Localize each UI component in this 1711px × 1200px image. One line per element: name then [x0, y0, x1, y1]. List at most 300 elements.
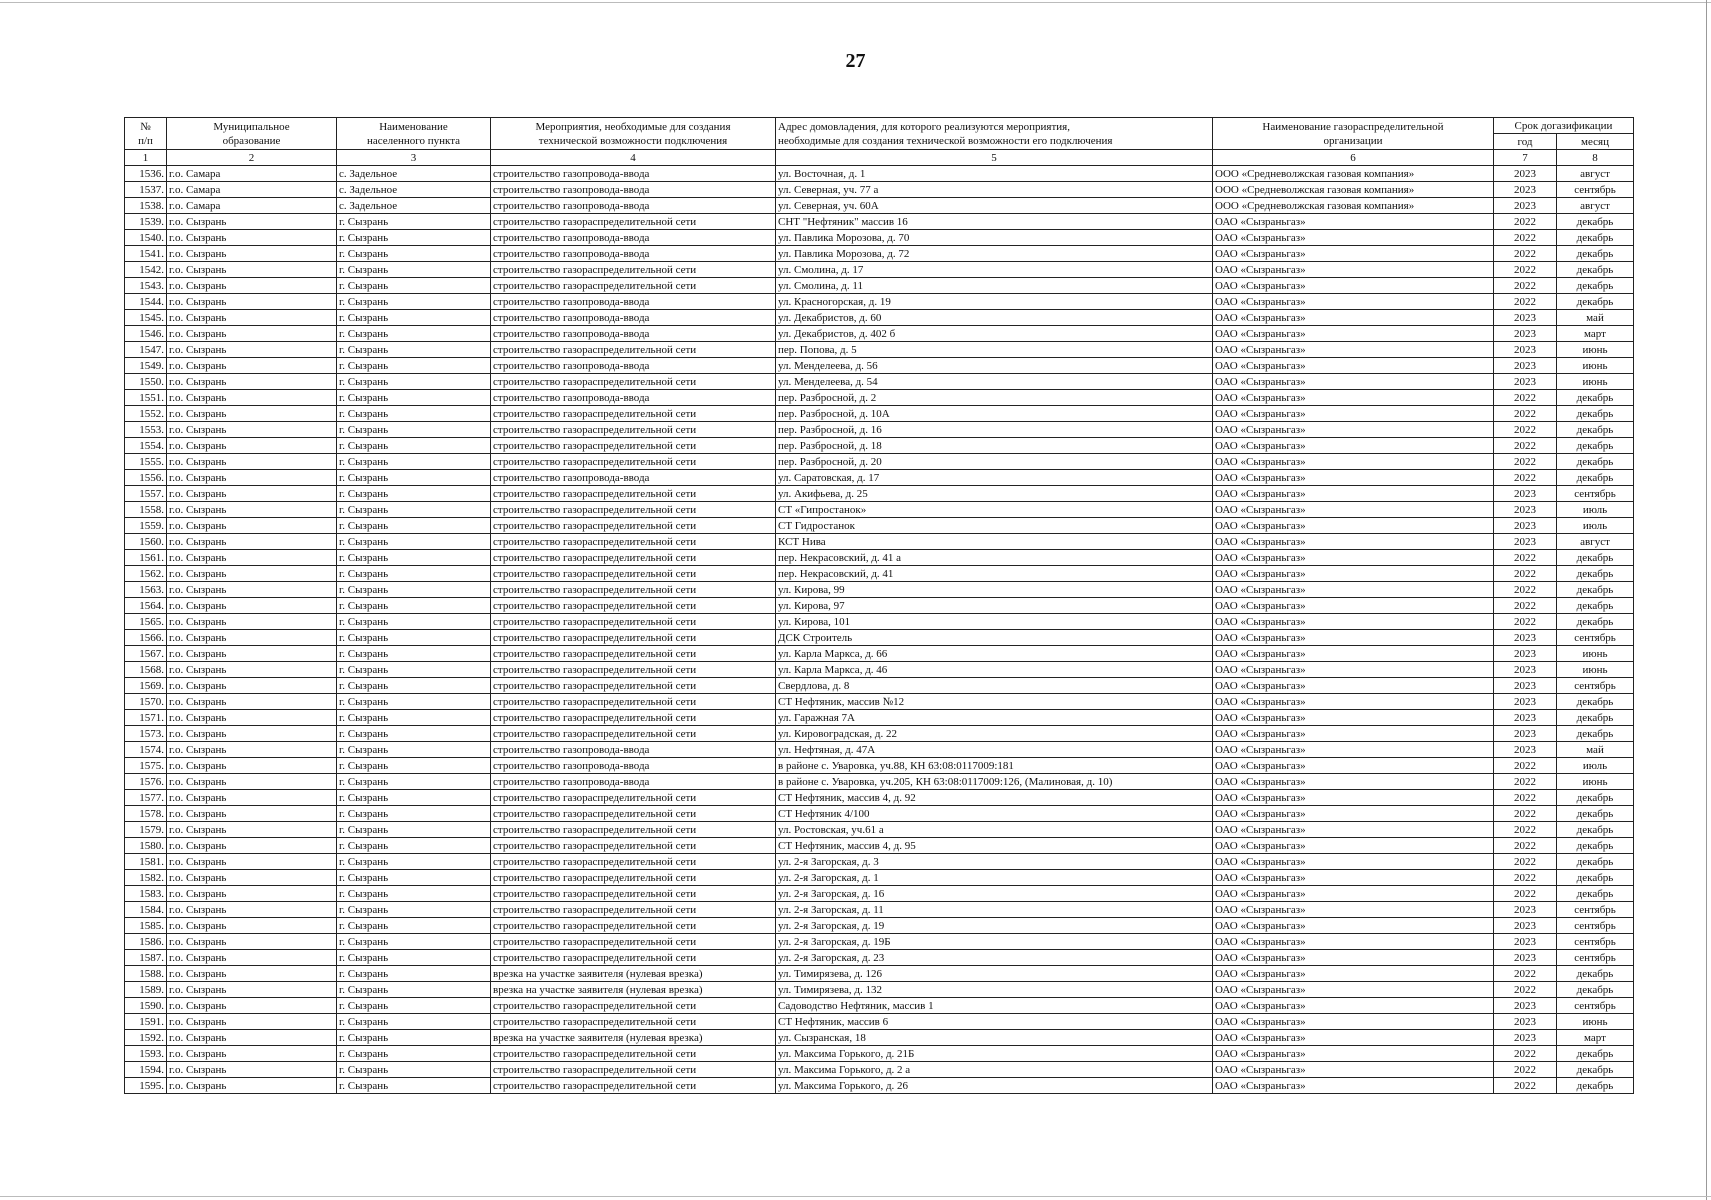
measure-cell: строительство газораспределительной сети: [491, 710, 776, 726]
row-number: 1565.: [125, 614, 167, 630]
settlement-cell: г. Сызрань: [337, 662, 491, 678]
row-number: 1537.: [125, 182, 167, 198]
row-number: 1539.: [125, 214, 167, 230]
settlement-cell: г. Сызрань: [337, 470, 491, 486]
table-row: [125, 966, 1634, 982]
month-cell: сентябрь: [1557, 182, 1634, 198]
organization-cell: ОАО «Сызраньгаз»: [1213, 534, 1494, 550]
organization-cell: ОАО «Сызраньгаз»: [1213, 486, 1494, 502]
month-cell: декабрь: [1557, 1062, 1634, 1078]
row-number: 1549.: [125, 358, 167, 374]
month-cell: декабрь: [1557, 982, 1634, 998]
month-cell: май: [1557, 742, 1634, 758]
measure-cell: строительство газораспределительной сети: [491, 694, 776, 710]
table-row: [125, 774, 1634, 790]
year-cell: 2022: [1494, 870, 1557, 886]
row-number: 1571.: [125, 710, 167, 726]
organization-cell: ОАО «Сызраньгаз»: [1213, 310, 1494, 326]
municipality-cell: г.о. Сызрань: [167, 854, 337, 870]
header-municipality: Муниципальное образование: [167, 118, 337, 150]
address-cell: пер. Разбросной, д. 2: [776, 390, 1213, 406]
address-cell: ул. Менделеева, д. 54: [776, 374, 1213, 390]
address-cell: ул. Тимирязева, д. 126: [776, 966, 1213, 982]
settlement-cell: г. Сызрань: [337, 630, 491, 646]
year-cell: 2023: [1494, 918, 1557, 934]
year-cell: 2022: [1494, 422, 1557, 438]
row-number: 1582.: [125, 870, 167, 886]
month-cell: декабрь: [1557, 582, 1634, 598]
measure-cell: строительство газораспределительной сети: [491, 278, 776, 294]
year-cell: 2022: [1494, 214, 1557, 230]
month-cell: июнь: [1557, 342, 1634, 358]
year-cell: 2022: [1494, 406, 1557, 422]
measure-cell: строительство газораспределительной сети: [491, 806, 776, 822]
address-cell: ул. Смолина, д. 17: [776, 262, 1213, 278]
table-row: [125, 726, 1634, 742]
municipality-cell: г.о. Сызрань: [167, 598, 337, 614]
month-cell: сентябрь: [1557, 486, 1634, 502]
organization-cell: ОАО «Сызраньгаз»: [1213, 806, 1494, 822]
settlement-cell: г. Сызрань: [337, 918, 491, 934]
organization-cell: ОАО «Сызраньгаз»: [1213, 854, 1494, 870]
address-cell: ул. Восточная, д. 1: [776, 166, 1213, 182]
measure-cell: строительство газопровода-ввода: [491, 758, 776, 774]
table-row: [125, 854, 1634, 870]
municipality-cell: г.о. Сызрань: [167, 966, 337, 982]
municipality-cell: г.о. Сызрань: [167, 982, 337, 998]
column-number: 4: [491, 150, 776, 166]
settlement-cell: г. Сызрань: [337, 726, 491, 742]
municipality-cell: г.о. Сызрань: [167, 758, 337, 774]
address-cell: ул. Карла Маркса, д. 46: [776, 662, 1213, 678]
address-cell: ДСК Строитель: [776, 630, 1213, 646]
organization-cell: ОАО «Сызраньгаз»: [1213, 950, 1494, 966]
row-number: 1559.: [125, 518, 167, 534]
municipality-cell: г.о. Сызрань: [167, 422, 337, 438]
address-cell: ул. Максима Горького, д. 2 а: [776, 1062, 1213, 1078]
row-number: 1541.: [125, 246, 167, 262]
municipality-cell: г.о. Сызрань: [167, 374, 337, 390]
address-cell: СТ «Гипростанок»: [776, 502, 1213, 518]
address-cell: СТ Гидростанок: [776, 518, 1213, 534]
month-cell: июнь: [1557, 774, 1634, 790]
table-row: [125, 534, 1634, 550]
organization-cell: ОАО «Сызраньгаз»: [1213, 870, 1494, 886]
row-number: 1542.: [125, 262, 167, 278]
row-number: 1589.: [125, 982, 167, 998]
table-row: [125, 662, 1634, 678]
row-number: 1584.: [125, 902, 167, 918]
address-cell: пер. Разбросной, д. 16: [776, 422, 1213, 438]
month-cell: декабрь: [1557, 230, 1634, 246]
year-cell: 2023: [1494, 662, 1557, 678]
year-cell: 2022: [1494, 838, 1557, 854]
table-row: [125, 422, 1634, 438]
address-cell: ул. Саратовская, д. 17: [776, 470, 1213, 486]
address-cell: пер. Некрасовский, д. 41: [776, 566, 1213, 582]
row-number: 1594.: [125, 1062, 167, 1078]
municipality-cell: г.о. Сызрань: [167, 534, 337, 550]
table-row: [125, 550, 1634, 566]
measure-cell: строительство газопровода-ввода: [491, 230, 776, 246]
month-cell: июнь: [1557, 662, 1634, 678]
month-cell: декабрь: [1557, 790, 1634, 806]
measure-cell: строительство газораспределительной сети: [491, 646, 776, 662]
table-row: [125, 822, 1634, 838]
address-cell: ул. Карла Маркса, д. 66: [776, 646, 1213, 662]
row-number: 1540.: [125, 230, 167, 246]
measure-cell: строительство газораспределительной сети: [491, 566, 776, 582]
address-cell: ул. Тимирязева, д. 132: [776, 982, 1213, 998]
table-row: [125, 742, 1634, 758]
address-cell: ул. 2-я Загорская, д. 23: [776, 950, 1213, 966]
organization-cell: ОАО «Сызраньгаз»: [1213, 934, 1494, 950]
table-row: [125, 1078, 1634, 1094]
organization-cell: ОАО «Сызраньгаз»: [1213, 646, 1494, 662]
settlement-cell: с. Задельное: [337, 198, 491, 214]
table-row: [125, 982, 1634, 998]
address-cell: ул. Павлика Морозова, д. 72: [776, 246, 1213, 262]
header-num: № п/п: [125, 118, 167, 150]
municipality-cell: г.о. Сызрань: [167, 342, 337, 358]
column-number: 8: [1557, 150, 1634, 166]
address-cell: СТ Нефтяник, массив 4, д. 92: [776, 790, 1213, 806]
table-row: [125, 566, 1634, 582]
address-cell: Свердлова, д. 8: [776, 678, 1213, 694]
month-cell: декабрь: [1557, 214, 1634, 230]
table-row: [125, 486, 1634, 502]
year-cell: 2022: [1494, 758, 1557, 774]
measure-cell: строительство газораспределительной сети: [491, 422, 776, 438]
organization-cell: ОАО «Сызраньгаз»: [1213, 886, 1494, 902]
year-cell: 2022: [1494, 438, 1557, 454]
municipality-cell: г.о. Сызрань: [167, 518, 337, 534]
measure-cell: строительство газораспределительной сети: [491, 454, 776, 470]
table-row: [125, 918, 1634, 934]
table-row: [125, 614, 1634, 630]
month-cell: июнь: [1557, 358, 1634, 374]
column-numbers-row: [125, 150, 1634, 166]
measure-cell: строительство газораспределительной сети: [491, 790, 776, 806]
row-number: 1544.: [125, 294, 167, 310]
table-row: [125, 358, 1634, 374]
settlement-cell: г. Сызрань: [337, 854, 491, 870]
organization-cell: ОАО «Сызраньгаз»: [1213, 1014, 1494, 1030]
measure-cell: строительство газораспределительной сети: [491, 998, 776, 1014]
row-number: 1588.: [125, 966, 167, 982]
address-cell: ул. Максима Горького, д. 26: [776, 1078, 1213, 1094]
organization-cell: ОАО «Сызраньгаз»: [1213, 470, 1494, 486]
measure-cell: строительство газораспределительной сети: [491, 870, 776, 886]
municipality-cell: г.о. Сызрань: [167, 502, 337, 518]
row-number: 1546.: [125, 326, 167, 342]
month-cell: декабрь: [1557, 1046, 1634, 1062]
address-cell: в районе с. Уваровка, уч.88, КН 63:08:0117009:181: [776, 758, 1213, 774]
settlement-cell: г. Сызрань: [337, 358, 491, 374]
table-row: [125, 582, 1634, 598]
measure-cell: строительство газопровода-ввода: [491, 198, 776, 214]
measure-cell: строительство газораспределительной сети: [491, 614, 776, 630]
municipality-cell: г.о. Самара: [167, 166, 337, 182]
municipality-cell: г.о. Сызрань: [167, 438, 337, 454]
settlement-cell: г. Сызрань: [337, 1014, 491, 1030]
month-cell: июнь: [1557, 374, 1634, 390]
table-row: [125, 438, 1634, 454]
municipality-cell: г.о. Сызрань: [167, 1078, 337, 1094]
settlement-cell: г. Сызрань: [337, 582, 491, 598]
address-cell: пер. Разбросной, д. 20: [776, 454, 1213, 470]
municipality-cell: г.о. Сызрань: [167, 1014, 337, 1030]
row-number: 1574.: [125, 742, 167, 758]
table-row: [125, 470, 1634, 486]
year-cell: 2023: [1494, 678, 1557, 694]
month-cell: декабрь: [1557, 806, 1634, 822]
scan-border-bottom: [0, 1196, 1711, 1197]
settlement-cell: г. Сызрань: [337, 1078, 491, 1094]
organization-cell: ОАО «Сызраньгаз»: [1213, 550, 1494, 566]
municipality-cell: г.о. Сызрань: [167, 678, 337, 694]
organization-cell: ОАО «Сызраньгаз»: [1213, 326, 1494, 342]
organization-cell: ОАО «Сызраньгаз»: [1213, 1030, 1494, 1046]
measure-cell: строительство газораспределительной сети: [491, 1014, 776, 1030]
measure-cell: врезка на участке заявителя (нулевая врезка): [491, 966, 776, 982]
month-cell: сентябрь: [1557, 902, 1634, 918]
settlement-cell: г. Сызрань: [337, 806, 491, 822]
organization-cell: ОАО «Сызраньгаз»: [1213, 214, 1494, 230]
municipality-cell: г.о. Сызрань: [167, 742, 337, 758]
address-cell: ул. Кирова, 99: [776, 582, 1213, 598]
row-number: 1583.: [125, 886, 167, 902]
header-organization: Наименование газораспределительной организации: [1213, 118, 1494, 150]
organization-cell: ОАО «Сызраньгаз»: [1213, 742, 1494, 758]
scan-border-right: [1706, 0, 1707, 1200]
month-cell: июль: [1557, 758, 1634, 774]
settlement-cell: г. Сызрань: [337, 966, 491, 982]
address-cell: ул. Ростовская, уч.61 а: [776, 822, 1213, 838]
measure-cell: строительство газораспределительной сети: [491, 550, 776, 566]
measure-cell: строительство газопровода-ввода: [491, 294, 776, 310]
year-cell: 2023: [1494, 198, 1557, 214]
year-cell: 2023: [1494, 694, 1557, 710]
measure-cell: строительство газораспределительной сети: [491, 582, 776, 598]
organization-cell: ОАО «Сызраньгаз»: [1213, 566, 1494, 582]
organization-cell: ОАО «Сызраньгаз»: [1213, 918, 1494, 934]
month-cell: август: [1557, 166, 1634, 182]
table-row: [125, 598, 1634, 614]
municipality-cell: г.о. Сызрань: [167, 806, 337, 822]
settlement-cell: г. Сызрань: [337, 342, 491, 358]
table-row: [125, 1046, 1634, 1062]
year-cell: 2023: [1494, 998, 1557, 1014]
settlement-cell: г. Сызрань: [337, 774, 491, 790]
row-number: 1581.: [125, 854, 167, 870]
column-number: 1: [125, 150, 167, 166]
month-cell: март: [1557, 1030, 1634, 1046]
address-cell: ул. 2-я Загорская, д. 16: [776, 886, 1213, 902]
address-cell: ул. Декабристов, д. 60: [776, 310, 1213, 326]
settlement-cell: с. Задельное: [337, 166, 491, 182]
settlement-cell: г. Сызрань: [337, 646, 491, 662]
year-cell: 2022: [1494, 614, 1557, 630]
table-row: [125, 326, 1634, 342]
settlement-cell: г. Сызрань: [337, 742, 491, 758]
settlement-cell: г. Сызрань: [337, 438, 491, 454]
table-row: [125, 694, 1634, 710]
address-cell: КСТ Нива: [776, 534, 1213, 550]
year-cell: 2022: [1494, 1046, 1557, 1062]
month-cell: декабрь: [1557, 438, 1634, 454]
organization-cell: ОАО «Сызраньгаз»: [1213, 998, 1494, 1014]
organization-cell: ОАО «Сызраньгаз»: [1213, 822, 1494, 838]
row-number: 1554.: [125, 438, 167, 454]
organization-cell: ОАО «Сызраньгаз»: [1213, 358, 1494, 374]
month-cell: сентябрь: [1557, 950, 1634, 966]
measure-cell: строительство газораспределительной сети: [491, 438, 776, 454]
settlement-cell: г. Сызрань: [337, 230, 491, 246]
row-number: 1586.: [125, 934, 167, 950]
month-cell: сентябрь: [1557, 918, 1634, 934]
table-row: [125, 758, 1634, 774]
organization-cell: ОАО «Сызраньгаз»: [1213, 1046, 1494, 1062]
table-row: [125, 342, 1634, 358]
row-number: 1595.: [125, 1078, 167, 1094]
address-cell: ул. 2-я Загорская, д. 1: [776, 870, 1213, 886]
organization-cell: ОАО «Сызраньгаз»: [1213, 598, 1494, 614]
table-row: [125, 902, 1634, 918]
municipality-cell: г.о. Сызрань: [167, 390, 337, 406]
municipality-cell: г.о. Самара: [167, 182, 337, 198]
organization-cell: ООО «Средневолжская газовая компания»: [1213, 166, 1494, 182]
organization-cell: ОАО «Сызраньгаз»: [1213, 390, 1494, 406]
year-cell: 2022: [1494, 230, 1557, 246]
municipality-cell: г.о. Сызрань: [167, 470, 337, 486]
address-cell: ул. Смолина, д. 11: [776, 278, 1213, 294]
organization-cell: ОАО «Сызраньгаз»: [1213, 758, 1494, 774]
organization-cell: ОАО «Сызраньгаз»: [1213, 694, 1494, 710]
address-cell: пер. Некрасовский, д. 41 а: [776, 550, 1213, 566]
month-cell: декабрь: [1557, 390, 1634, 406]
row-number: 1561.: [125, 550, 167, 566]
month-cell: декабрь: [1557, 694, 1634, 710]
year-cell: 2023: [1494, 502, 1557, 518]
month-cell: декабрь: [1557, 726, 1634, 742]
organization-cell: ОАО «Сызраньгаз»: [1213, 342, 1494, 358]
municipality-cell: г.о. Сызрань: [167, 582, 337, 598]
table-row: [125, 646, 1634, 662]
settlement-cell: г. Сызрань: [337, 614, 491, 630]
header-year: год: [1494, 134, 1557, 150]
header-row-1: [125, 118, 1634, 134]
table-row: [125, 790, 1634, 806]
table-row: [125, 502, 1634, 518]
month-cell: декабрь: [1557, 1078, 1634, 1094]
table-row: [125, 294, 1634, 310]
settlement-cell: г. Сызрань: [337, 406, 491, 422]
settlement-cell: г. Сызрань: [337, 214, 491, 230]
gasification-table: [124, 117, 1634, 1094]
month-cell: декабрь: [1557, 838, 1634, 854]
row-number: 1580.: [125, 838, 167, 854]
year-cell: 2022: [1494, 470, 1557, 486]
year-cell: 2022: [1494, 982, 1557, 998]
organization-cell: ОАО «Сызраньгаз»: [1213, 966, 1494, 982]
settlement-cell: г. Сызрань: [337, 294, 491, 310]
month-cell: декабрь: [1557, 294, 1634, 310]
municipality-cell: г.о. Сызрань: [167, 918, 337, 934]
address-cell: ул. Нефтяная, д. 47А: [776, 742, 1213, 758]
year-cell: 2023: [1494, 710, 1557, 726]
settlement-cell: г. Сызрань: [337, 758, 491, 774]
row-number: 1591.: [125, 1014, 167, 1030]
row-number: 1566.: [125, 630, 167, 646]
year-cell: 2022: [1494, 854, 1557, 870]
municipality-cell: г.о. Сызрань: [167, 326, 337, 342]
table-row: [125, 806, 1634, 822]
month-cell: июнь: [1557, 1014, 1634, 1030]
measure-cell: строительство газораспределительной сети: [491, 486, 776, 502]
organization-cell: ОАО «Сызраньгаз»: [1213, 278, 1494, 294]
month-cell: июль: [1557, 518, 1634, 534]
measure-cell: строительство газопровода-ввода: [491, 470, 776, 486]
measure-cell: строительство газораспределительной сети: [491, 342, 776, 358]
table-row: [125, 870, 1634, 886]
row-number: 1592.: [125, 1030, 167, 1046]
municipality-cell: г.о. Сызрань: [167, 614, 337, 630]
table-row: [125, 214, 1634, 230]
municipality-cell: г.о. Сызрань: [167, 262, 337, 278]
year-cell: 2022: [1494, 550, 1557, 566]
measure-cell: строительство газопровода-ввода: [491, 246, 776, 262]
month-cell: декабрь: [1557, 710, 1634, 726]
table-row: [125, 934, 1634, 950]
settlement-cell: г. Сызрань: [337, 1030, 491, 1046]
settlement-cell: г. Сызрань: [337, 1062, 491, 1078]
year-cell: 2023: [1494, 1030, 1557, 1046]
row-number: 1567.: [125, 646, 167, 662]
column-number: 5: [776, 150, 1213, 166]
column-number: 6: [1213, 150, 1494, 166]
organization-cell: ОАО «Сызраньгаз»: [1213, 246, 1494, 262]
year-cell: 2023: [1494, 374, 1557, 390]
row-number: 1555.: [125, 454, 167, 470]
month-cell: сентябрь: [1557, 630, 1634, 646]
municipality-cell: г.о. Сызрань: [167, 486, 337, 502]
address-cell: Садоводство Нефтяник, массив 1: [776, 998, 1213, 1014]
organization-cell: ОАО «Сызраньгаз»: [1213, 262, 1494, 278]
address-cell: пер. Разбросной, д. 10А: [776, 406, 1213, 422]
table-row: [125, 310, 1634, 326]
table-row: [125, 518, 1634, 534]
month-cell: август: [1557, 198, 1634, 214]
settlement-cell: г. Сызрань: [337, 934, 491, 950]
row-number: 1578.: [125, 806, 167, 822]
address-cell: ул. Павлика Морозова, д. 70: [776, 230, 1213, 246]
settlement-cell: г. Сызрань: [337, 310, 491, 326]
municipality-cell: г.о. Самара: [167, 198, 337, 214]
municipality-cell: г.о. Сызрань: [167, 230, 337, 246]
year-cell: 2022: [1494, 582, 1557, 598]
measure-cell: строительство газораспределительной сети: [491, 934, 776, 950]
table-row: [125, 1062, 1634, 1078]
address-cell: ул. Кирова, 101: [776, 614, 1213, 630]
organization-cell: ОАО «Сызраньгаз»: [1213, 518, 1494, 534]
organization-cell: ОАО «Сызраньгаз»: [1213, 582, 1494, 598]
settlement-cell: г. Сызрань: [337, 790, 491, 806]
year-cell: 2022: [1494, 566, 1557, 582]
measure-cell: строительство газораспределительной сети: [491, 950, 776, 966]
month-cell: сентябрь: [1557, 998, 1634, 1014]
year-cell: 2023: [1494, 326, 1557, 342]
